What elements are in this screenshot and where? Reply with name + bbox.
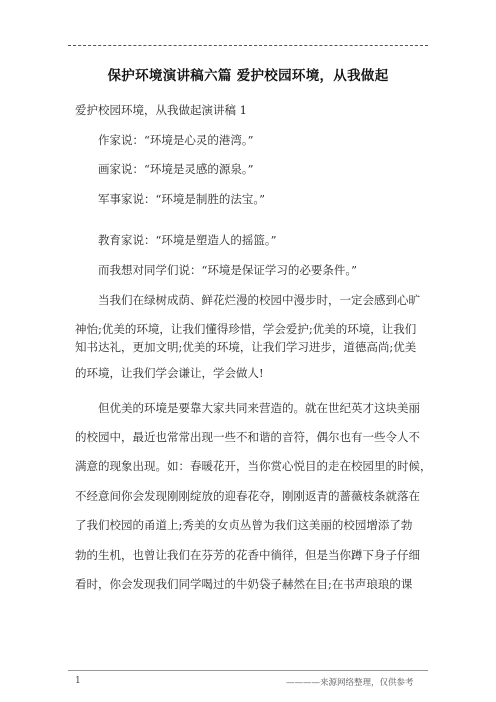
paragraph-line: 而我想对同学们说：“环境是保证学习的必要条件。” [98,263,358,277]
paragraph-line: 勃的生机，也曾让我们在芬芳的花香中徜徉，但是当你蹲下身子仔细 [75,548,420,562]
paragraph-line: 满意的现象出现。如：春暖花开，当你赏心悦目的走在校园里的时候， [75,459,432,473]
paragraph-line: 了我们校园的甬道上;秀美的女贞丛曾为我们这美丽的校园增添了勃 [75,518,413,532]
paragraph-line: 神怡;优美的环境，让我们懂得珍惜，学会爱护;优美的环境，让我们 [75,322,417,336]
header-divider [68,45,428,46]
paragraph-line: 画家说：“环境是灵感的源泉。” [98,162,254,176]
paragraph-line: 的环境，让我们学会谦让，学会做人! [75,366,264,380]
paragraph-line: 看时，你会发现我们同学喝过的牛奶袋子赫然在目;在书声琅琅的课 [75,577,413,591]
paragraph-line: 但优美的环境是要靠大家共同来营造的。就在世纪英才这块美丽 [98,401,420,415]
paragraph-line: 教育家说：“环境是塑造人的摇篮。” [98,233,277,247]
document-title: 保护环境演讲稿六篇 爱护校园环境，从我做起 [107,68,389,84]
footer-divider [68,670,428,671]
paragraph-line: 知书达礼，更加文明;优美的环境，让我们学习进步，道德高尚;优美 [75,340,417,354]
paragraph-line: 不经意间你会发现刚刚绽放的迎春花夺，刚刚返青的蔷薇枝条就落在 [75,489,420,503]
paragraph-line: 作家说：“环境是心灵的港湾。” [98,133,254,147]
paragraph-line: 当我们在绿树成荫、鲜花烂漫的校园中漫步时，一定会感到心旷 [98,293,420,307]
subtitle-line: 爱护校园环境，从我做起演讲稿 1 [75,103,247,117]
paragraph-line: 的校园中，最近也常常出现一些不和谐的音符，偶尔也有一些令人不 [75,430,420,444]
footer-source-note: ————来源网络整理，仅供参考 [286,678,414,688]
page-number: 1 [75,676,81,686]
paragraph-line: 军事家说：“环境是制胜的法宝。” [98,192,266,206]
